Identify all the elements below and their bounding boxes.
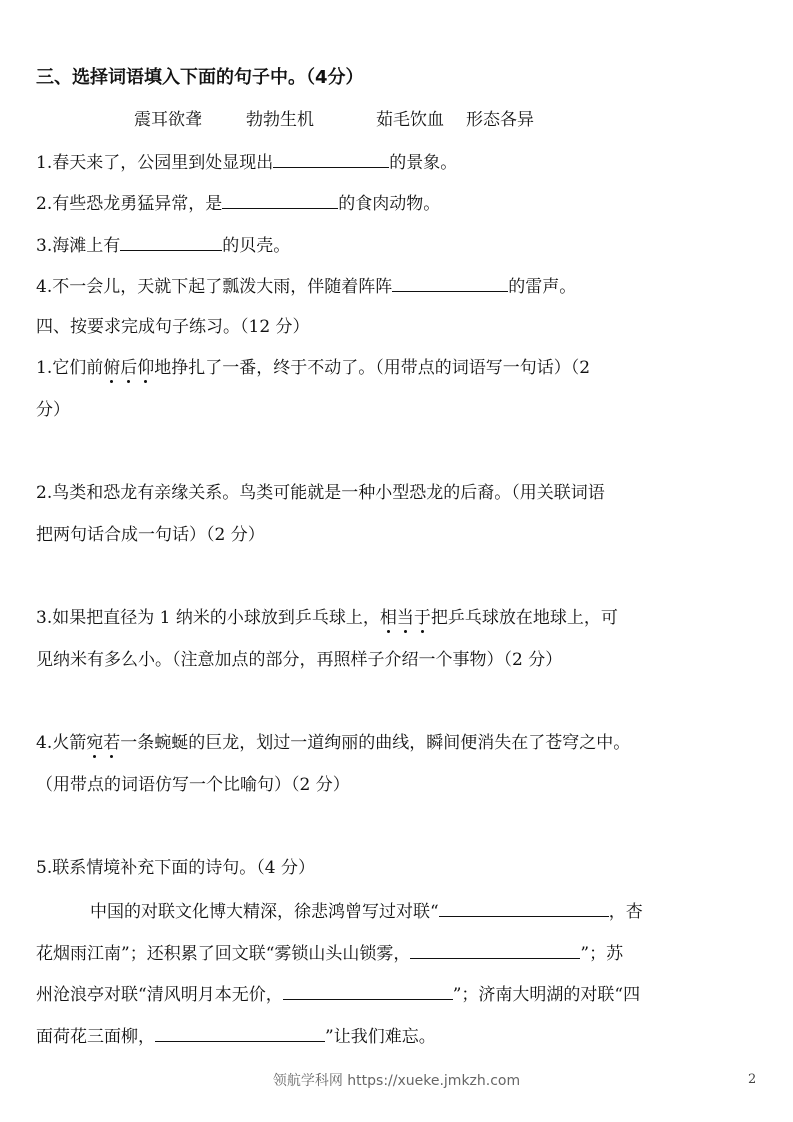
question-4-1-cont: 分）	[36, 400, 70, 420]
answer-blank[interactable]	[120, 232, 222, 251]
answer-blank[interactable]	[410, 940, 580, 959]
answer-blank[interactable]	[392, 273, 508, 292]
question-4-2-cont: 把两句话合成一句话）（2 分）	[36, 525, 265, 545]
footer-watermark: 领航学科网 https://xueke.jmkzh.com	[272, 1073, 521, 1089]
question-4-3: 3.如果把直径为 1 纳米的小球放到乒乓球上，相当于把乒乓球放在地球上，可	[36, 608, 618, 628]
question-4-4-cont: （用带点的词语仿写一个比喻句）（2 分）	[36, 775, 350, 795]
word-option: 震耳欲聋	[134, 110, 202, 130]
question-3-3: 3.海滩上有 的贝壳。	[36, 232, 290, 258]
word-option: 勃勃生机	[246, 110, 314, 130]
question-4-4: 4.火箭宛若一条蜿蜒的巨龙，划过一道绚丽的曲线，瞬间便消失在了苍穹之中。	[36, 733, 631, 753]
word-option: 茹毛饮血	[376, 110, 444, 130]
answer-blank[interactable]	[283, 981, 453, 1000]
question-4-5-title: 5.联系情境补充下面的诗句。（4 分）	[36, 858, 315, 878]
dotted-char: 后	[120, 358, 138, 378]
question-4-1: 1.它们前俯后仰地挣扎了一番，终于不动了。（用带点的词语写一句话）（2	[36, 358, 591, 378]
question-3-4: 4.不一会儿，天就下起了瓢泼大雨，伴随着阵阵 的雷声。	[36, 273, 576, 299]
question-4-2: 2.鸟类和恐龙有亲缘关系。鸟类可能就是一种小型恐龙的后裔。（用关联词语	[36, 483, 605, 503]
dotted-char: 仰	[137, 358, 155, 378]
dotted-char: 当	[396, 608, 414, 628]
question-4-5-line-2: 花烟雨江南”；还积累了回文联“雾锁山头山锁雾， ”；苏	[36, 940, 623, 966]
answer-blank[interactable]	[439, 898, 609, 917]
dotted-char: 若	[103, 733, 121, 753]
question-4-5-line-1: 中国的对联文化博大精深，徐悲鸿曾写过对联“ ，杏	[36, 898, 643, 924]
answer-blank[interactable]	[155, 1023, 325, 1042]
question-3-2: 2.有些恐龙勇猛异常，是 的食肉动物。	[36, 190, 440, 216]
question-4-5-line-4: 面荷花三面柳， ”让我们难忘。	[36, 1023, 436, 1049]
question-4-5-line-3: 州沧浪亭对联“清风明月本无价， ”；济南大明湖的对联“四	[36, 981, 640, 1007]
word-bank	[134, 108, 534, 132]
question-4-3-cont: 见纳米有多么小。（注意加点的部分，再照样子介绍一个事物）（2 分）	[36, 650, 563, 670]
dotted-char: 相	[379, 608, 397, 628]
dotted-char: 于	[413, 608, 431, 628]
section-3-title: 三、选择词语填入下面的句子中。（4分）	[36, 67, 364, 88]
word-option: 形态各异	[466, 110, 534, 130]
answer-blank[interactable]	[273, 149, 389, 168]
answer-blank[interactable]	[222, 190, 338, 209]
dotted-char: 宛	[86, 733, 104, 753]
question-3-1: 1.春天来了，公园里到处显现出 的景象。	[36, 149, 457, 175]
page-number: 2	[748, 1072, 757, 1087]
section-4-title: 四、按要求完成句子练习。（12 分）	[36, 317, 310, 337]
dotted-char: 俯	[103, 358, 121, 378]
